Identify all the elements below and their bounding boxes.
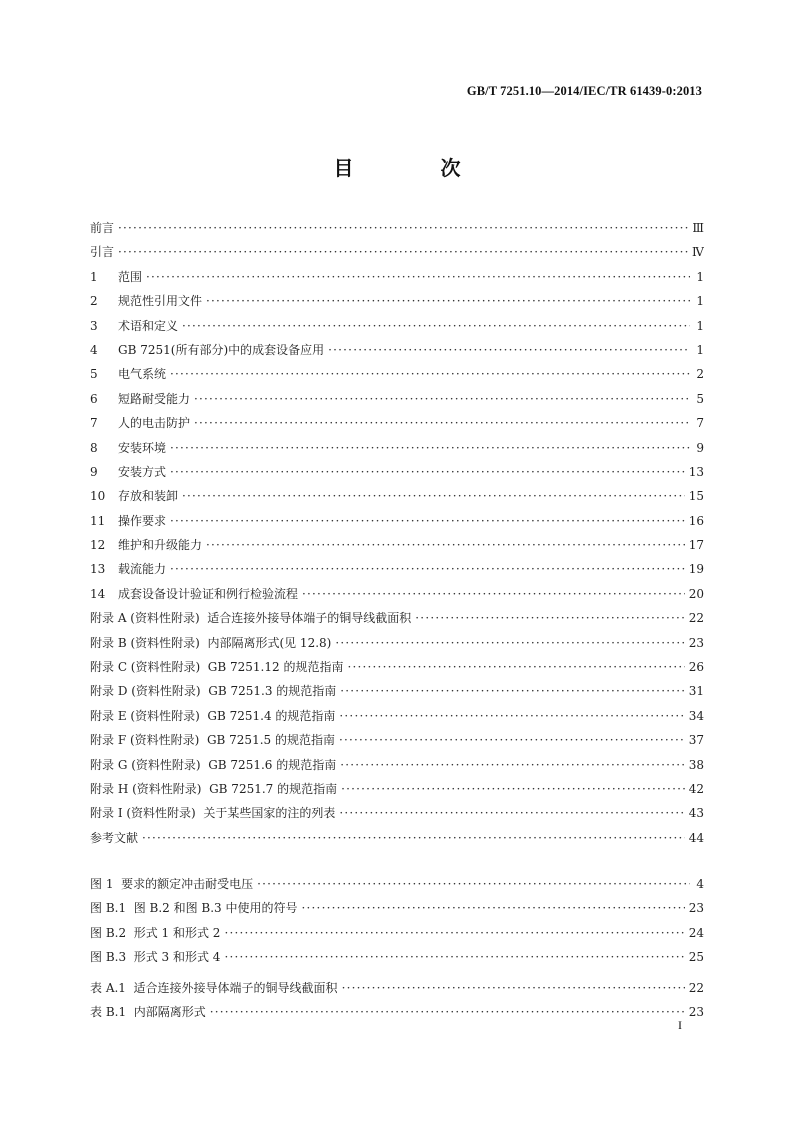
toc-entry-title: 载流能力 — [118, 562, 167, 577]
toc-entry-title: 操作要求 — [118, 513, 167, 528]
toc-entry-title: 附录 G (资料性附录) GB 7251.6 的规范指南 — [90, 757, 337, 772]
dot-leader — [328, 338, 690, 362]
figure-entry-1[interactable] — [90, 872, 704, 896]
figure-entry-page: 23 — [688, 901, 704, 916]
dot-leader — [210, 1000, 685, 1024]
toc-entry-title: 安装环境 — [118, 440, 167, 455]
toc-list — [90, 216, 704, 850]
toc-entry-title: 附录 H (资料性附录) GB 7251.7 的规范指南 — [90, 781, 338, 796]
toc-entry-number: 4 — [90, 342, 98, 357]
toc-entry-number: 1 — [90, 269, 98, 284]
dot-leader — [170, 557, 685, 581]
toc-entry-title: 引言 — [90, 245, 115, 260]
dot-leader — [170, 436, 690, 460]
figure-entry-title: 图 B.2 形式 1 和形式 2 — [90, 925, 221, 940]
dot-leader — [146, 265, 690, 289]
dot-leader — [182, 484, 685, 508]
dot-leader — [340, 679, 684, 703]
toc-entry-page: Ⅳ — [692, 245, 704, 260]
toc-entry-page: 44 — [688, 830, 704, 845]
dot-leader — [415, 606, 684, 630]
table-entry-title: 表 B.1 内部隔离形式 — [90, 1005, 206, 1020]
toc-entry-title: 安装方式 — [118, 464, 167, 479]
toc-entry-title: 附录 C (资料性附录) GB 7251.12 的规范指南 — [90, 660, 344, 675]
toc-entry-page: 2 — [696, 367, 704, 382]
toc-entry-page: 31 — [688, 684, 704, 699]
toc-entry-title: 成套设备设计验证和例行检验流程 — [118, 586, 299, 601]
dot-leader — [170, 509, 685, 533]
dot-leader — [182, 314, 690, 338]
dot-leader — [257, 872, 690, 896]
dot-leader — [170, 362, 690, 386]
toc-entry-section-2[interactable] — [90, 289, 704, 313]
dot-leader — [224, 921, 684, 945]
toc-entry-page: 1 — [696, 342, 704, 357]
dot-leader — [194, 411, 690, 435]
toc-entry-number: 9 — [90, 464, 98, 479]
toc-entry-page: 5 — [696, 391, 704, 406]
toc-entry-title: 前言 — [90, 221, 115, 235]
toc-entry-title: 维护和升级能力 — [118, 538, 203, 553]
toc-entry-page: Ⅲ — [692, 221, 704, 235]
toc-entry-annex-c[interactable] — [90, 655, 704, 679]
dot-leader — [342, 976, 685, 1000]
dot-leader — [206, 289, 690, 313]
figure-entry-title: 图 B.1 图 B.2 和图 B.3 中使用的符号 — [90, 901, 298, 916]
toc-entry-page: 20 — [688, 586, 704, 601]
figure-entry-title: 图 1 要求的额定冲击耐受电压 — [90, 877, 254, 891]
toc-entry-page: 13 — [688, 464, 704, 479]
table-entry-page: 23 — [688, 1005, 704, 1020]
toc-entry-page: 7 — [696, 416, 704, 431]
dot-leader — [302, 582, 685, 606]
toc-entry-title: 附录 D (资料性附录) GB 7251.3 的规范指南 — [90, 684, 337, 699]
table-entry-b1[interactable] — [90, 1000, 704, 1024]
toc-entry-page: 26 — [688, 660, 704, 675]
toc-entry-page: 19 — [688, 562, 704, 577]
table-entry-page: 22 — [688, 981, 704, 995]
toc-entry-page: 17 — [688, 538, 704, 553]
toc-entry-number: 13 — [90, 562, 106, 577]
toc-entry-page: 42 — [688, 781, 704, 796]
figure-entry-b2[interactable] — [90, 921, 704, 945]
toc-entry-annex-g[interactable] — [90, 753, 704, 777]
dot-leader — [170, 460, 685, 484]
toc-entry-title: 术语和定义 — [118, 318, 179, 333]
toc-entry-title: GB 7251(所有部分)中的成套设备应用 — [118, 342, 325, 357]
toc-entry-bibliography[interactable] — [90, 826, 704, 850]
toc-entry-number: 6 — [90, 391, 98, 406]
toc-entry-number: 3 — [90, 318, 98, 333]
dot-leader — [118, 216, 688, 240]
toc-entry-title: 短路耐受能力 — [118, 391, 191, 406]
toc-entry-title: 附录 B (资料性附录) 内部隔离形式(见 12.8) — [90, 635, 332, 650]
toc-entry-section-12[interactable] — [90, 533, 704, 557]
dot-leader — [339, 728, 685, 752]
figure-entry-b3[interactable] — [90, 945, 704, 969]
dot-leader — [142, 826, 685, 850]
toc-entry-page: 1 — [696, 269, 704, 284]
dot-leader — [335, 631, 684, 655]
toc-entry-number: 5 — [90, 367, 98, 382]
dot-leader — [339, 704, 684, 728]
dot-leader — [341, 777, 685, 801]
toc-entry-page: 37 — [688, 733, 704, 748]
toc-entry-number: 8 — [90, 440, 98, 455]
toc-entry-page: 43 — [688, 806, 704, 821]
toc-entry-page: 22 — [688, 611, 704, 626]
toc-entry-section-1[interactable] — [90, 265, 704, 289]
figure-entry-title: 图 B.3 形式 3 和形式 4 — [90, 950, 221, 965]
figure-entry-page: 4 — [696, 877, 704, 891]
toc-entry-number: 2 — [90, 294, 98, 309]
toc-entry-annex-e[interactable] — [90, 704, 704, 728]
toc-entry-title: 附录 E (资料性附录) GB 7251.4 的规范指南 — [90, 708, 336, 723]
toc-entry-title: 电气系统 — [118, 367, 167, 382]
table-list — [90, 976, 704, 1025]
toc-entry-number: 14 — [90, 586, 106, 601]
toc-entry-section-10[interactable] — [90, 484, 704, 508]
toc-entry-section-6[interactable] — [90, 387, 704, 411]
toc-entry-title: 存放和装卸 — [118, 489, 179, 504]
dot-leader — [302, 896, 685, 920]
toc-entry-page: 1 — [696, 318, 704, 333]
toc-entry-page: 1 — [696, 294, 704, 309]
toc-entry-page: 34 — [688, 708, 704, 723]
toc-entry-title: 参考文献 — [90, 830, 139, 845]
toc-entry-title: 人的电击防护 — [118, 416, 191, 431]
toc-entry-number: 11 — [90, 513, 106, 528]
figure-entry-b1[interactable] — [90, 896, 704, 920]
toc-entry-section-13[interactable] — [90, 557, 704, 581]
toc-entry-annex-b[interactable] — [90, 631, 704, 655]
figure-entry-page: 24 — [688, 925, 704, 940]
toc-entry-annex-a[interactable] — [90, 606, 704, 630]
toc-entry-title: 附录 F (资料性附录) GB 7251.5 的规范指南 — [90, 733, 335, 748]
toc-entry-section-14[interactable] — [90, 582, 704, 606]
toc-entry-section-3[interactable] — [90, 314, 704, 338]
figure-list — [90, 872, 704, 970]
dot-leader — [340, 753, 684, 777]
standard-number: GB/T 7251.10—2014/IEC/TR 61439-0:2013 — [466, 84, 702, 98]
toc-entry-section-5[interactable] — [90, 362, 704, 386]
toc-entry-section-7[interactable] — [90, 411, 704, 435]
toc-entry-number: 10 — [90, 489, 106, 504]
table-entry-a1[interactable] — [90, 976, 704, 1000]
page-title: 目 次 — [333, 156, 501, 180]
figure-entry-page: 25 — [688, 950, 704, 965]
toc-entry-introduction[interactable] — [90, 240, 704, 264]
toc-entry-page: 16 — [688, 513, 704, 528]
toc-entry-page: 23 — [688, 635, 704, 650]
toc-entry-title: 附录 A (资料性附录) 适合连接外接导体端子的铜导线截面积 — [90, 611, 412, 626]
dot-leader — [194, 387, 690, 411]
dot-leader — [339, 801, 684, 825]
toc-entry-annex-h[interactable] — [90, 777, 704, 801]
table-entry-title: 表 A.1 适合连接外接导体端子的铜导线截面积 — [90, 981, 338, 995]
toc-entry-page: 38 — [688, 757, 704, 772]
toc-entry-annex-i[interactable] — [90, 801, 704, 825]
toc-entry-annex-d[interactable] — [90, 679, 704, 703]
toc-entry-section-8[interactable] — [90, 436, 704, 460]
toc-entry-number: 12 — [90, 538, 106, 553]
toc-entry-annex-f[interactable] — [90, 728, 704, 752]
toc-entry-page: 15 — [688, 489, 704, 504]
dot-leader — [224, 945, 684, 969]
toc-entry-title: 范围 — [118, 269, 143, 284]
toc-entry-page: 9 — [696, 440, 704, 455]
toc-entry-section-11[interactable] — [90, 509, 704, 533]
dot-leader — [118, 240, 688, 264]
toc-entry-section-9[interactable] — [90, 460, 704, 484]
toc-entry-foreword[interactable] — [90, 216, 704, 240]
toc-entry-title: 附录 I (资料性附录) 关于某些国家的注的列表 — [90, 806, 336, 821]
toc-entry-section-4[interactable] — [90, 338, 704, 362]
dot-leader — [206, 533, 685, 557]
toc-entry-number: 7 — [90, 416, 98, 431]
page-number: I — [678, 1018, 682, 1032]
dot-leader — [347, 655, 684, 679]
toc-entry-title: 规范性引用文件 — [118, 294, 203, 309]
